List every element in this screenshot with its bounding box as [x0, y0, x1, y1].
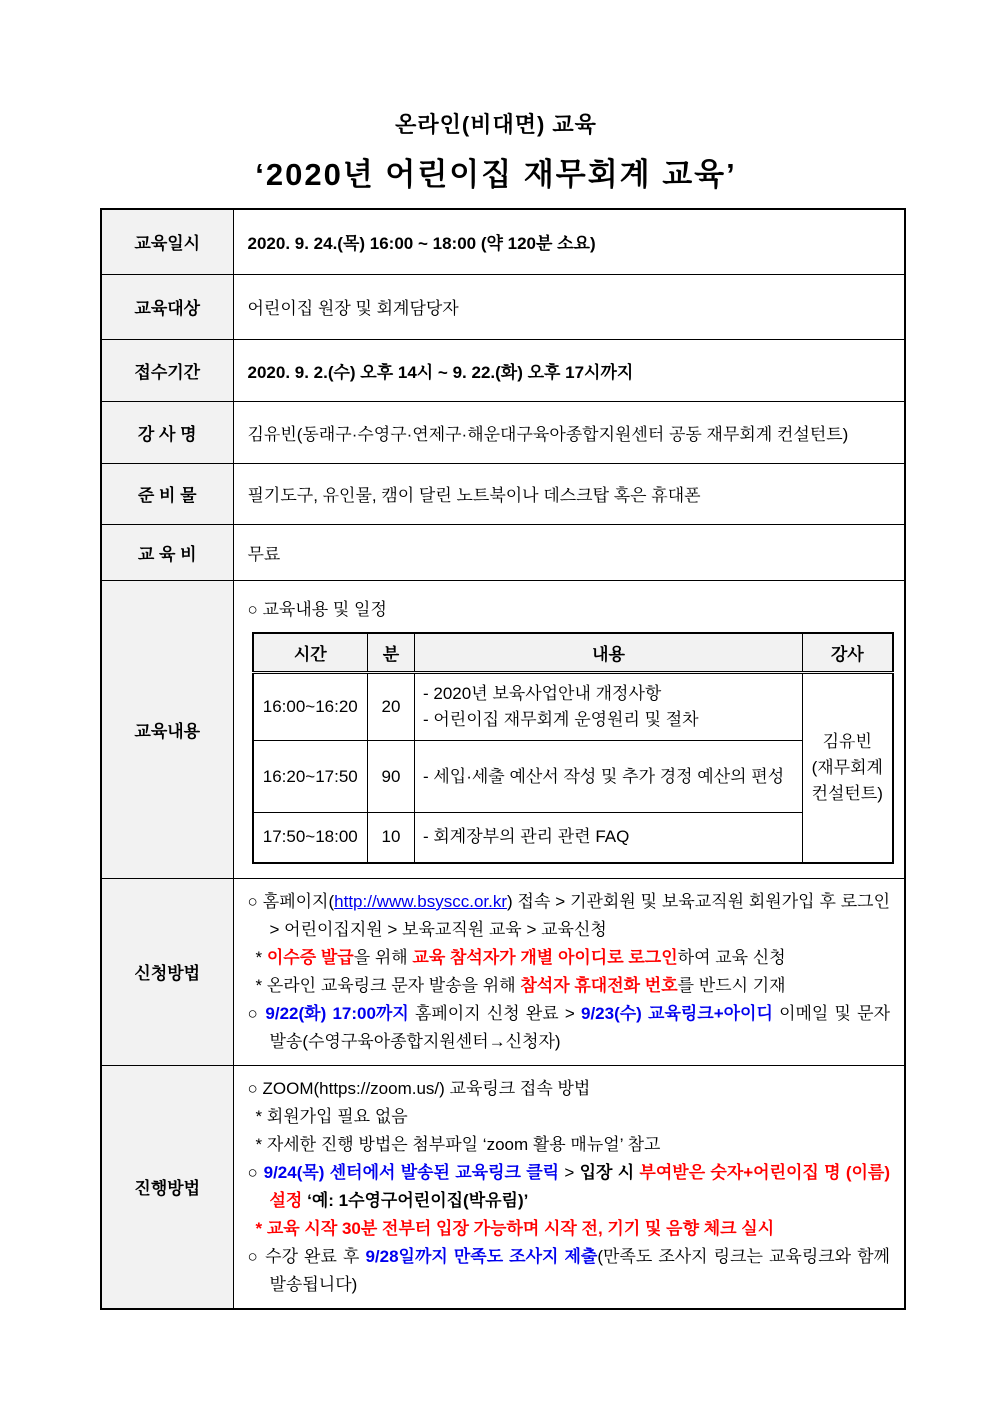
application-method-cell: [233, 878, 905, 1065]
text-segment: 필기도구, 유인물, 캠이 달린 노트북이나 데스크탑 혹은 휴대폰: [247, 486, 701, 505]
schedule-table: [252, 632, 894, 864]
row-label: 교육내용: [101, 580, 233, 878]
schedule-content: [415, 741, 803, 813]
text-segment: 교육 참석자가 개별 아이디로 로그인: [412, 947, 678, 967]
text-segment: 9/28일까지 만족도 조사지 제출: [365, 1246, 598, 1266]
proceed-line: [248, 1131, 891, 1159]
table-row-materials: [101, 463, 905, 524]
proceed-method-cell: [233, 1065, 905, 1309]
text-segment: 무료: [247, 544, 281, 564]
schedule-content-item: - 어린이집 재무회계 운영원리 및 절차: [423, 710, 699, 729]
schedule-row-3: [253, 813, 893, 863]
text-segment: 이메일 및 문자 발송(수영구육아종합지원센터→신청자): [269, 1003, 890, 1051]
text-segment: ) 접속 > 기관회원 및 보육교직원 회원가입 후 로그인 > 어린이집지원 > 보육교직원 교육 > 교육신청: [269, 891, 890, 939]
text-segment: 9/23(수) 교육링크+아이디: [581, 1003, 773, 1023]
text-segment: ○: [247, 1162, 264, 1182]
table-row-application-method: [101, 878, 905, 1065]
table-row-instructor-name: [101, 401, 905, 463]
row-label: 강 사 명: [101, 401, 233, 463]
text-segment: ○: [247, 1003, 266, 1023]
table-row-proceed-method: [101, 1065, 905, 1309]
row-label: 접수기간: [101, 339, 233, 401]
table-row-education-target: [101, 274, 905, 339]
row-label: 진행방법: [101, 1065, 233, 1309]
text-segment: 를 반드시 기재: [677, 975, 786, 995]
document-title: ‘2020년 어린이집 재무회계 교육’: [255, 157, 737, 192]
schedule-header-row: [253, 633, 893, 673]
proceed-line: [248, 1075, 891, 1103]
proceed-line: [248, 1243, 891, 1299]
schedule-content-item: - 2020년 보육사업안내 개정사항: [423, 684, 662, 703]
application-line: [248, 1000, 891, 1056]
schedule-minutes: 90: [368, 741, 415, 813]
row-label: 교 육 비: [101, 524, 233, 580]
document-subtitle: 온라인(비대면) 교육: [395, 112, 597, 137]
schedule-content: [415, 813, 803, 863]
table-row-fee: [101, 524, 905, 580]
row-value: [233, 274, 905, 339]
schedule-minutes: 10: [368, 813, 415, 863]
row-value: [233, 524, 905, 580]
row-label: 준 비 물: [101, 463, 233, 524]
homepage-link[interactable]: http://www.bsyscc.or.kr: [334, 891, 508, 911]
text-segment: 김유빈(동래구·수영구·연제구·해운대구육아종합지원센터 공동 재무회계 컨설턴트): [247, 424, 849, 444]
text-segment: *: [255, 947, 267, 967]
row-value: [233, 209, 905, 274]
proceed-line: [248, 1103, 891, 1131]
text-segment: 9/22(화) 17:00까지: [265, 1003, 409, 1023]
text-segment: 하여 교육 신청: [677, 947, 786, 967]
text-segment: 부여받은 숫자+어린이집 명 (이름) 설정: [269, 1162, 891, 1210]
row-label: 신청방법: [101, 878, 233, 1065]
education-content-cell: [233, 580, 905, 878]
instructor-line: 김유빈: [822, 731, 872, 751]
schedule-header-content: 내용: [415, 633, 803, 673]
schedule-time: 17:50~18:00: [253, 813, 368, 863]
text-segment: 어린이집 원장 및 회계담당자: [247, 299, 459, 318]
text-segment: * 회원가입 필요 없음: [255, 1106, 408, 1126]
instructor-line: 컨설턴트): [811, 783, 883, 803]
row-label: 교육대상: [101, 274, 233, 339]
info-table: [100, 208, 906, 1310]
application-line: [248, 972, 891, 1000]
proceed-line: [248, 1215, 891, 1243]
text-segment: 을 위해: [353, 947, 413, 967]
row-value: [233, 401, 905, 463]
text-segment: ○ 수강 완료 후: [247, 1246, 366, 1266]
schedule-header-minutes: 분: [368, 633, 415, 673]
row-value: [233, 339, 905, 401]
table-row-education-content: [101, 580, 905, 878]
schedule-row-2: [253, 741, 893, 813]
text-segment: * 온라인 교육링크 문자 발송을 위해: [255, 975, 521, 995]
schedule-header-time: 시간: [253, 633, 368, 673]
text-segment: 입장 시: [579, 1162, 640, 1182]
text-segment: 참석자 휴대전화 번호: [520, 975, 678, 995]
application-line: [248, 944, 891, 972]
row-value: [233, 463, 905, 524]
text-segment: >: [559, 1162, 580, 1182]
schedule-time: 16:00~16:20: [253, 673, 368, 741]
instructor-line: (재무회계: [811, 757, 883, 777]
schedule-minutes: 20: [368, 673, 415, 741]
schedule-content-item: - 세입·세출 예산서 작성 및 추가 경정 예산의 편성: [423, 766, 785, 786]
document-header: [0, 0, 992, 194]
schedule-heading: ○ 교육내용 및 일정: [247, 599, 387, 619]
row-label: 교육일시: [101, 209, 233, 274]
text-segment: (만족도 조사지 링크는 교육링크와 함께 발송됩니다): [269, 1246, 890, 1294]
text-segment: 이수증 발급: [266, 947, 354, 967]
schedule-content-item: - 회계장부의 관리 관련 FAQ: [423, 827, 630, 847]
text-segment: 홈페이지 신청 완료 >: [408, 1003, 581, 1023]
schedule-row-1: [253, 673, 893, 741]
schedule-instructor: [803, 673, 893, 863]
schedule-time: 16:20~17:50: [253, 741, 368, 813]
application-line: [248, 888, 891, 944]
proceed-line: [248, 1159, 891, 1215]
schedule-content: [415, 673, 803, 741]
text-segment: ‘예: 1수영구어린이집(박유림)’: [307, 1190, 529, 1210]
text-segment: * 자세한 진행 방법은 첨부파일 ‘zoom 활용 매뉴얼’ 참고: [255, 1134, 661, 1154]
text-segment: * 교육 시작 30분 전부터 입장 가능하며 시작 전, 기기 및 음향 체크 실시: [255, 1218, 775, 1238]
schedule-header-instructor: 강사: [803, 633, 893, 673]
table-row-education-datetime: [101, 209, 905, 274]
text-segment: 2020. 9. 24.(목) 16:00 ~ 18:00 (약 120분 소요): [247, 234, 596, 254]
table-row-registration-period: [101, 339, 905, 401]
text-segment: 9/24(목) 센터에서 발송된 교육링크 클릭: [263, 1162, 560, 1182]
text-segment: ○ ZOOM(https://zoom.us/) 교육링크 접속 방법: [247, 1078, 591, 1098]
text-segment: ○ 홈페이지(: [247, 891, 335, 911]
text-segment: 2020. 9. 2.(수) 오후 14시 ~ 9. 22.(화) 오후 17시까지: [247, 362, 634, 382]
